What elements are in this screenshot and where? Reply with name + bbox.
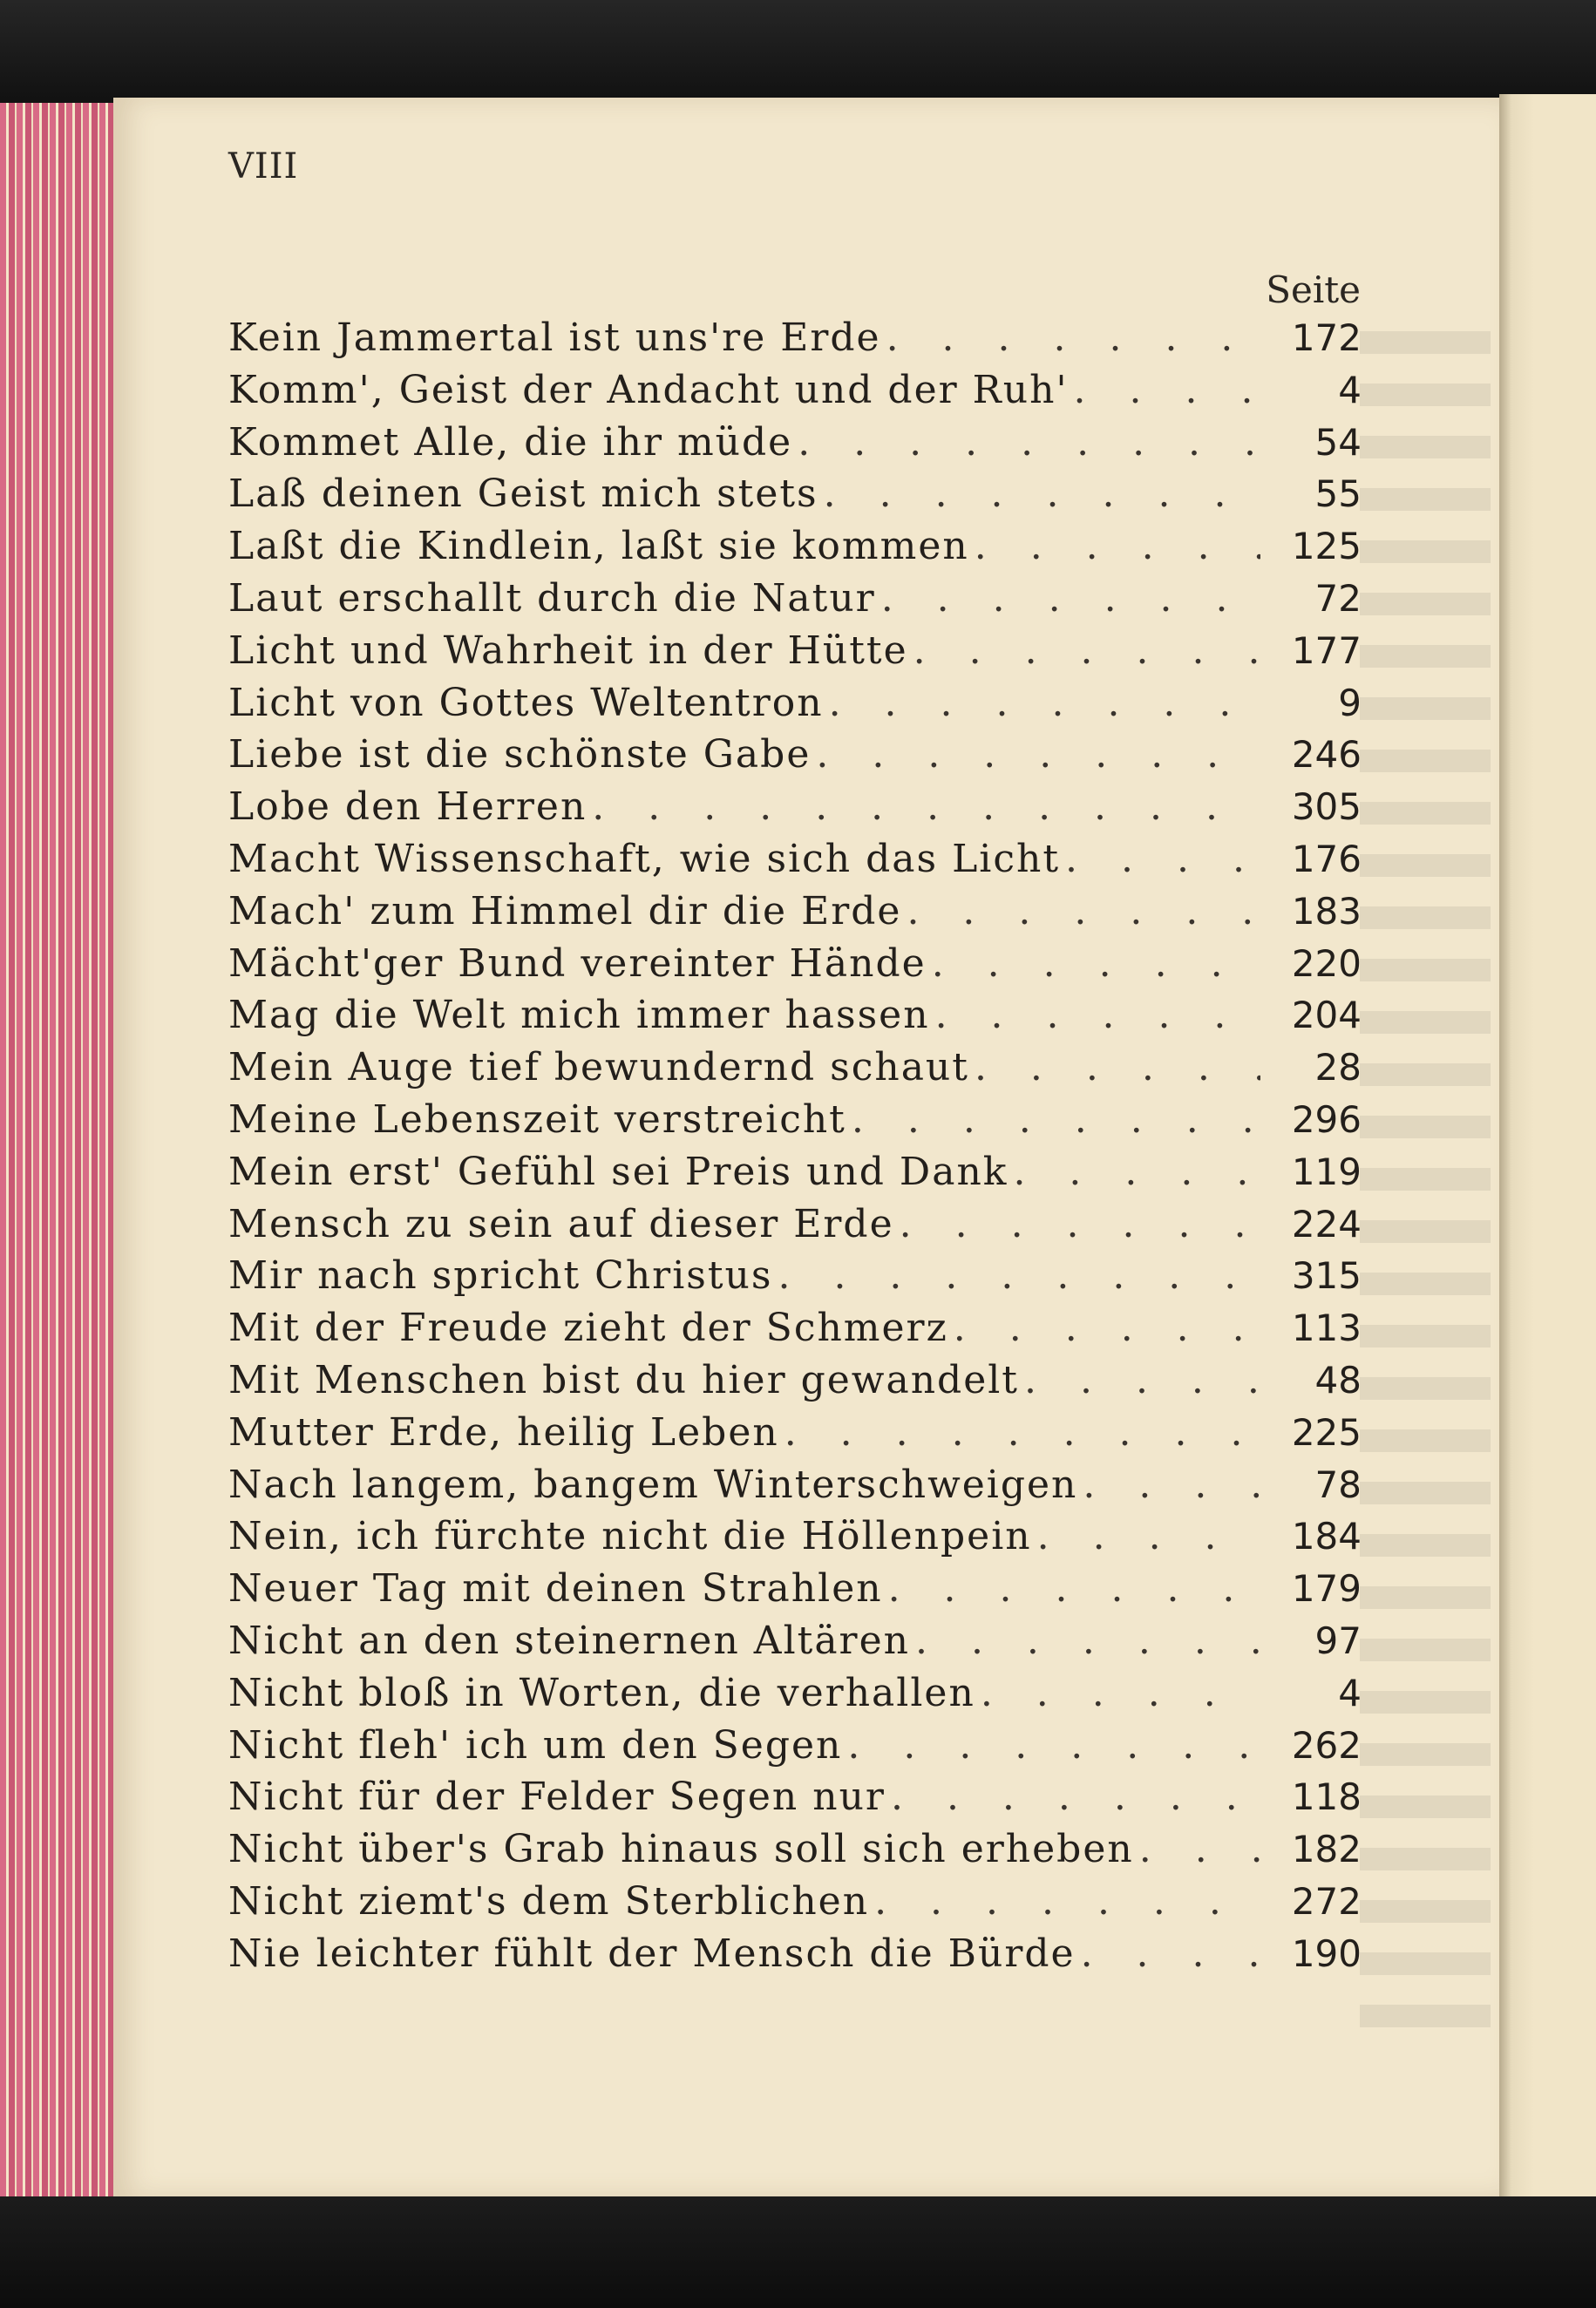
toc-entry-page: 315 (1291, 1254, 1362, 1298)
toc-entry (228, 1879, 1362, 1931)
page-number: VIII (228, 146, 299, 187)
toc-entry-title: Mag die Welt mich immer hassen (228, 993, 930, 1038)
toc-entry-page: 4 (1338, 368, 1362, 411)
toc-entry (228, 1358, 1362, 1410)
dot-leader (1024, 1358, 1260, 1402)
toc-entry (228, 1619, 1362, 1671)
toc-entry (228, 628, 1362, 681)
dot-leader (852, 1097, 1260, 1142)
toc-entry (228, 1463, 1362, 1515)
book-cover-top (0, 0, 1596, 105)
dot-leader (1074, 368, 1260, 412)
toc-entry-page: 184 (1291, 1515, 1362, 1558)
toc-entry (228, 368, 1362, 420)
toc-entry-title: Licht von Gottes Weltentron (228, 680, 824, 725)
toc-entry-page: 296 (1291, 1097, 1362, 1141)
toc-entry-page: 179 (1291, 1567, 1362, 1611)
toc-entry (228, 1514, 1362, 1566)
toc-entry-page: 182 (1291, 1828, 1362, 1871)
toc-entry-title: Meine Lebenszeit verstreicht (228, 1096, 846, 1142)
dot-leader (778, 1253, 1260, 1298)
toc-entry-title: Laß deinen Geist mich stets (228, 472, 818, 517)
toc-entry-title: Mach' zum Himmel dir die Erde (228, 888, 902, 933)
toc-entry-title: Nicht an den steinernen Altären (228, 1618, 910, 1663)
toc-entry (228, 1566, 1362, 1619)
toc-entry-title: Komm', Geist der Andacht und der Ruh' (228, 367, 1069, 412)
dot-leader (824, 472, 1260, 516)
toc-entry-page: 246 (1291, 733, 1362, 777)
page-column-label: Seite (1266, 268, 1361, 311)
toc-entry (228, 681, 1362, 733)
toc-entry-title: Lobe den Herren (228, 784, 587, 830)
dot-leader (891, 1775, 1260, 1819)
toc-entry-page: 125 (1291, 525, 1362, 568)
toc-entry-title: Mir nach spricht Christus (228, 1253, 773, 1299)
toc-entry-title: Nicht für der Felder Segen nur (228, 1775, 886, 1820)
toc-entry-title: Liebe ist die schönste Gabe (228, 732, 812, 777)
toc-entry-title: Nicht über's Grab hinaus soll sich erheben (228, 1827, 1134, 1872)
toc-entry-title: Nicht bloß in Worten, die verhallen (228, 1670, 975, 1715)
toc-entry-page: 97 (1314, 1619, 1362, 1662)
toc-entry-title: Mächt'ger Bund vereinter Hände (228, 940, 927, 986)
dot-leader (874, 1879, 1260, 1924)
toc-entry (228, 1775, 1362, 1827)
toc-entry (228, 316, 1362, 368)
toc-entry-title: Nach langem, bangem Winterschweigen (228, 1462, 1078, 1507)
dot-leader (784, 1410, 1260, 1455)
toc-entry (228, 1150, 1362, 1202)
dot-leader (975, 1045, 1260, 1090)
dot-leader (915, 1619, 1260, 1663)
dot-leader (1037, 1514, 1260, 1558)
dot-leader (592, 784, 1260, 829)
toc-entry-title: Mein Auge tief bewundernd schaut (228, 1045, 969, 1090)
dot-leader (932, 941, 1260, 986)
toc-entry-title: Kommet Alle, die ihr müde (228, 419, 793, 465)
toc-entry-title: Licht und Wahrheit in der Hütte (228, 628, 908, 673)
dot-leader (886, 316, 1260, 360)
toc-entry-page: 113 (1291, 1307, 1362, 1350)
toc-entry (228, 1671, 1362, 1723)
toc-entry (228, 993, 1362, 1045)
dot-leader (888, 1566, 1260, 1611)
toc-entry-title: Laut erschallt durch die Natur (228, 575, 876, 621)
dot-leader (913, 628, 1260, 673)
toc-entry-title: Nicht fleh' ich um den Segen (228, 1722, 843, 1768)
toc-entry-title: Mutter Erde, heilig Leben (228, 1409, 779, 1455)
dot-leader (981, 1671, 1260, 1715)
dot-leader (1013, 1150, 1260, 1194)
toc-entry-title: Mensch zu sein auf dieser Erde (228, 1201, 894, 1246)
toc-entry-title: Nie leichter fühlt der Mensch die Bürde (228, 1931, 1076, 1976)
toc-entry (228, 1931, 1362, 1984)
toc-entry-page: 190 (1291, 1931, 1362, 1975)
toc-entry-page: 177 (1291, 628, 1362, 672)
toc-entry (228, 1202, 1362, 1254)
toc-entry-page: 220 (1291, 941, 1362, 985)
toc-entry-title: Kein Jammertal ist uns're Erde (228, 316, 881, 360)
toc-entry (228, 1097, 1362, 1150)
toc-entry-page: 272 (1291, 1879, 1362, 1923)
toc-entry-page: 176 (1291, 837, 1362, 880)
toc-entry (228, 524, 1362, 576)
dot-leader (816, 732, 1260, 777)
dot-leader (1081, 1931, 1260, 1976)
dot-leader (935, 993, 1260, 1037)
toc-entry-title: Laßt die Kindlein, laßt sie kommen (228, 524, 969, 569)
page-edges (0, 103, 116, 2214)
toc-entry (228, 784, 1362, 837)
dot-leader (900, 1202, 1260, 1246)
dot-leader (829, 681, 1260, 725)
toc-entry-title: Nein, ich fürchte nicht die Höllenpein (228, 1514, 1032, 1559)
toc-entry (228, 889, 1362, 941)
dot-leader (847, 1723, 1260, 1768)
toc-entry-page: 54 (1314, 420, 1362, 464)
toc-entry-page: 225 (1291, 1410, 1362, 1454)
toc-entry-page: 9 (1338, 681, 1362, 724)
toc-entry-page: 204 (1291, 994, 1362, 1037)
toc-entry (228, 420, 1362, 472)
dot-leader (1065, 837, 1260, 881)
toc-entry-title: Mein erst' Gefühl sei Preis und Dank (228, 1149, 1009, 1194)
toc-entry-page: 118 (1291, 1775, 1362, 1819)
facing-page-edge (1499, 94, 1596, 2198)
toc-entry (228, 1306, 1362, 1358)
toc-entry-page: 119 (1291, 1150, 1362, 1193)
toc-entry (228, 1045, 1362, 1097)
toc-entry-title: Mit der Freude zieht der Schmerz (228, 1306, 948, 1351)
book-cover-bottom (0, 2196, 1596, 2308)
table-of-contents (228, 316, 1362, 1984)
toc-entry-page: 4 (1338, 1671, 1362, 1714)
toc-entry-page: 78 (1314, 1463, 1362, 1506)
toc-entry (228, 1410, 1362, 1463)
toc-entry-page: 28 (1314, 1046, 1362, 1090)
toc-entry-page: 183 (1291, 889, 1362, 933)
toc-entry (228, 1723, 1362, 1775)
toc-entry (228, 1253, 1362, 1306)
dot-leader (907, 889, 1260, 933)
dot-leader (954, 1306, 1260, 1350)
toc-entry (228, 576, 1362, 628)
toc-entry (228, 1827, 1362, 1879)
dot-leader (798, 420, 1260, 465)
toc-entry-title: Neuer Tag mit deinen Strahlen (228, 1566, 883, 1612)
dot-leader (975, 524, 1260, 568)
toc-entry-page: 55 (1314, 472, 1362, 516)
toc-entry (228, 941, 1362, 994)
toc-entry-page: 48 (1314, 1358, 1362, 1402)
toc-entry-page: 72 (1314, 576, 1362, 620)
toc-entry-page: 224 (1291, 1202, 1362, 1246)
toc-entry (228, 472, 1362, 524)
toc-entry-page: 305 (1291, 785, 1362, 829)
toc-entry-title: Nicht ziemt's dem Sterblichen (228, 1878, 870, 1924)
toc-entry (228, 837, 1362, 889)
toc-entry (228, 732, 1362, 784)
dot-leader (1083, 1463, 1260, 1507)
toc-entry-page: 172 (1291, 316, 1362, 359)
toc-entry-title: Mit Menschen bist du hier gewandelt (228, 1357, 1019, 1402)
toc-entry-title: Macht Wissenschaft, wie sich das Licht (228, 836, 1061, 881)
dot-leader (881, 576, 1260, 621)
toc-entry-page: 262 (1291, 1723, 1362, 1767)
dot-leader (1139, 1827, 1260, 1871)
